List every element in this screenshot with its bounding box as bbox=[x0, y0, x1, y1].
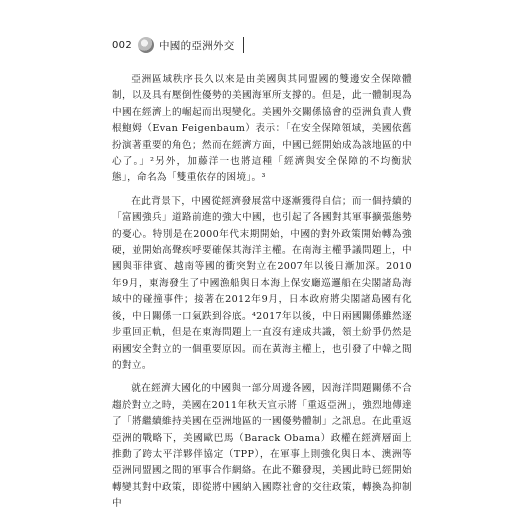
seal-icon bbox=[138, 37, 154, 53]
running-header bbox=[112, 34, 244, 56]
body-text bbox=[112, 72, 412, 513]
paragraph: 亞洲區域秩序長久以來是由美國與其同盟國的雙邊安全保障體制，以及具有壓倒性優勢的美國海軍所支撐的。但是，此一體制現為中國在經濟上的崛起而出現變化。美國外交關係協會的亞洲負責人費根鮑姆（Evan Feigenbaum）表示：「在安全保障領域，美國依舊扮演著重要的角色；然而在經濟方面，中國已經開始成為該地區的中心了。」²另外，加藤洋一也將這種「經濟與安全保障的不均衡狀態」，命名為「雙重依存的困境」。³ bbox=[112, 74, 412, 184]
paragraph-gap bbox=[112, 374, 412, 381]
header-divider bbox=[243, 37, 244, 53]
book-title: 中國的亞洲外交 bbox=[159, 39, 235, 52]
paragraph: 就在經濟大國化的中國與一部分周邊各國，因海洋問題關係不合趨於對立之時，美國在2011年秋天宣示將「重返亞洲」，強烈地傳達了「將繼續維持美國在亞洲地區的一國優勢體制」之訊息。在此重返亞洲的戰略下，美國歐巴馬（Barack Obama）政權在經濟層面上推動了跨太平洋夥伴協定（TPP），在軍事上則強化與日本、澳洲等亞洲同盟國之間的軍事合作網絡。在此不難發現，美國此時已經開始轉變其對中政策，即從將中國納入國際社會的交往政策，轉換為抑制中 bbox=[112, 383, 412, 510]
page-number: 002 bbox=[112, 39, 132, 51]
paragraph-gap bbox=[112, 187, 412, 194]
paragraph: 在此背景下，中國從經濟發展當中逐漸獲得自信；而一個持續的「富國強兵」道路前進的強大中國，也引起了各國對其軍事擴張態勢的憂心。特別是在2000年代末期開始，中國的對外政策開始轉為強硬，並開始高聲疾呼要確保其海洋主權。在南海主權爭議問題上，中國與菲律賓、越南等國的衝突對立在2007年以後日漸加深。2010年9月，東海發生了中國漁船與日本海上保安廳巡邏船在尖閣諸島海域中的碰撞事件；接著在2012年9月，日本政府將尖閣諸島國有化後，中日關係一口氣跌到谷底。⁴2017年以後，中日兩國關係雖然逐步重回正軌，但是在東海問題上一直沒有達成共識，領土紛爭仍然是兩國安全對立的一個重要原因。而在黃海主權上，也引發了中韓之間的對立。 bbox=[112, 195, 412, 371]
